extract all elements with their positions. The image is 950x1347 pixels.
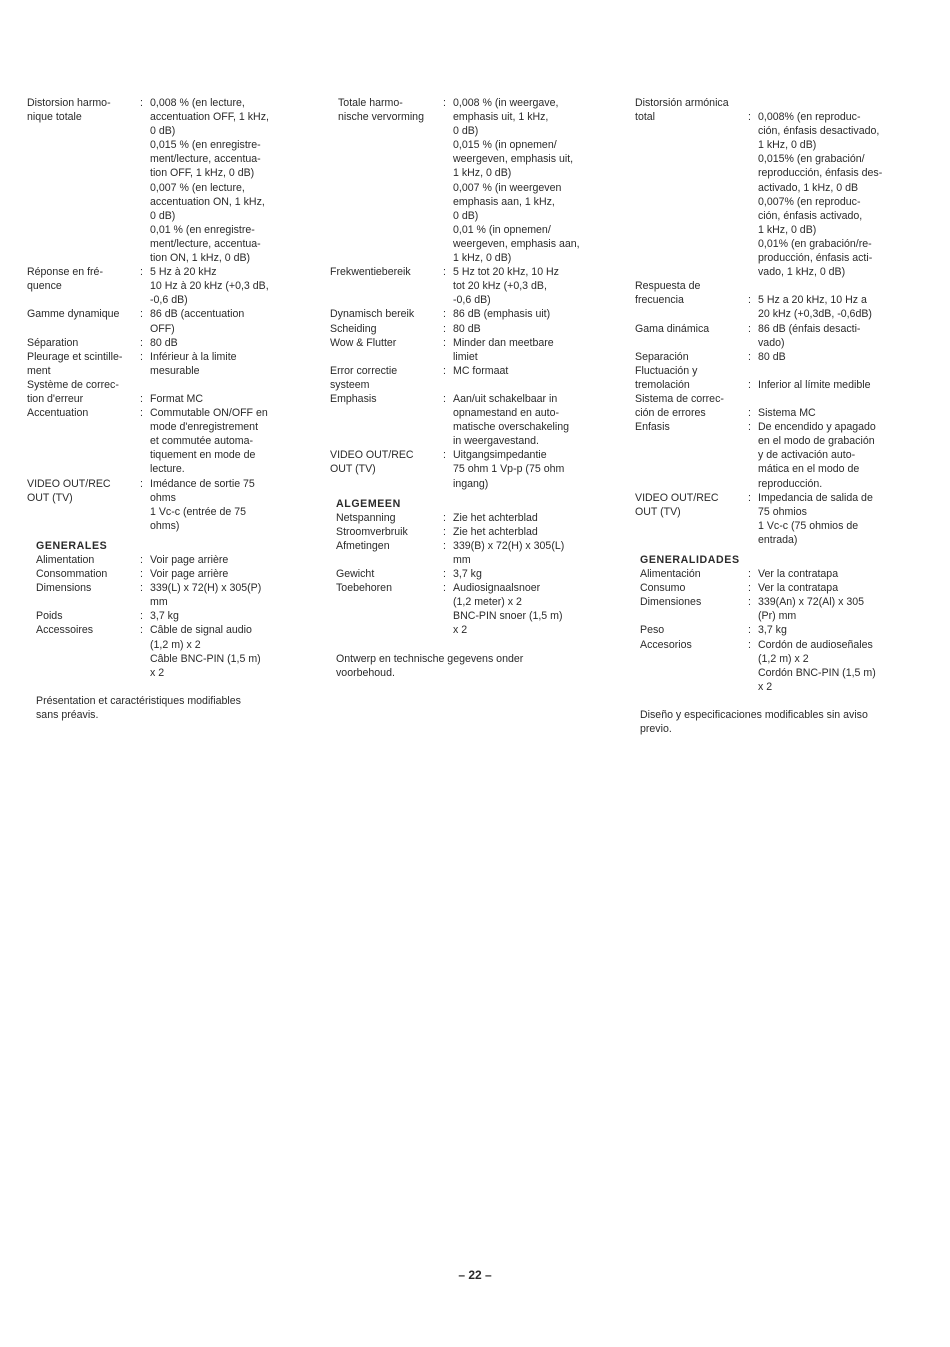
spec-value: Format MC xyxy=(150,392,203,405)
spec-row xyxy=(330,96,610,265)
spec-colon: : xyxy=(748,421,751,434)
spec-row xyxy=(635,420,915,490)
spec-value: 86 dB (emphasis uit) xyxy=(453,308,551,321)
spec-row xyxy=(330,581,610,637)
spec-row xyxy=(27,609,307,623)
spec-colon: : xyxy=(748,407,751,420)
spec-label: Gama dinámica xyxy=(635,322,710,335)
spec-list xyxy=(27,96,307,533)
spec-row xyxy=(635,279,915,321)
spec-label: Gamme dynamique xyxy=(27,308,120,321)
spec-label: Consumo xyxy=(640,582,686,595)
spec-colon: : xyxy=(748,491,751,504)
spec-colon: : xyxy=(748,111,751,124)
spec-value: Cordón de audioseñales (1,2 m) x 2 Cordón BNC-PIN (1,5 m) x 2 xyxy=(758,638,876,693)
spec-row xyxy=(330,511,610,525)
spec-colon: : xyxy=(748,378,751,391)
spec-label: Afmetingen xyxy=(336,539,390,552)
spec-label: Toebehoren xyxy=(336,582,392,595)
spec-label: Alimentation xyxy=(36,554,95,566)
spec-row xyxy=(27,623,307,679)
spec-label: VIDEO OUT/REC OUT (TV) xyxy=(330,449,414,476)
spec-row xyxy=(27,307,307,335)
spec-row xyxy=(27,336,307,350)
spec-label: Peso xyxy=(640,624,665,637)
spec-label: Accesorios xyxy=(640,638,692,651)
spec-label: Fluctuación y tremolación xyxy=(635,364,698,391)
spec-list xyxy=(330,96,610,491)
spec-colon: : xyxy=(140,554,143,566)
spec-row xyxy=(635,322,915,350)
spec-row xyxy=(27,96,307,265)
spec-value: 5 Hz a 20 kHz, 10 Hz a 20 kHz (+0,3dB, -0,6dB) xyxy=(758,294,872,321)
spec-colon: : xyxy=(443,392,446,405)
spec-colon: : xyxy=(140,392,143,405)
spec-colon: : xyxy=(140,407,143,420)
spec-label: Distorsión armónica total xyxy=(635,97,729,124)
spec-value: Inférieur à la limite mesurable xyxy=(150,350,237,377)
general-list xyxy=(635,567,915,694)
spec-label: Alimentación xyxy=(640,568,701,581)
spec-row xyxy=(635,638,915,694)
spec-label: Emphasis xyxy=(330,392,377,405)
spec-row xyxy=(635,491,915,547)
spec-colon: : xyxy=(140,350,143,363)
spec-value: 339(An) x 72(Al) x 305 (Pr) mm xyxy=(758,596,864,623)
disclaimer-note: Ontwerp en technische gegevens onder voorbehoud. xyxy=(336,652,524,679)
spec-label: Accentuation xyxy=(27,407,89,420)
spec-colon: : xyxy=(748,322,751,335)
spec-row xyxy=(330,336,610,364)
spec-colon: : xyxy=(748,568,751,581)
spec-colon: : xyxy=(140,336,143,349)
spec-value: 0,008 % (in weergave, emphasis uit, 1 kHz, 0 dB) 0,015 % (in opnemen/ weergeven, emphasis uit, 1 kHz, 0 dB) 0,007 % (in weergeven emphasis aan, 1 kHz, 0 dB) 0,01 % (in opnemen/ weergeven, emphasis aan, 1 kHz, 0 dB) xyxy=(453,97,580,265)
spanish-column xyxy=(635,96,915,736)
spec-row xyxy=(27,265,307,307)
spec-colon: : xyxy=(140,308,143,321)
spec-value: 3,7 kg xyxy=(453,568,482,581)
spec-colon: : xyxy=(140,568,143,581)
spec-row xyxy=(27,350,307,378)
spec-label: Netspanning xyxy=(336,511,396,524)
spec-label: Poids xyxy=(36,610,63,623)
spec-colon: : xyxy=(140,266,143,279)
spec-list xyxy=(635,96,915,547)
spec-row xyxy=(330,539,610,567)
spec-row xyxy=(635,364,915,392)
spec-label: Separación xyxy=(635,350,689,363)
spec-colon: : xyxy=(748,350,751,363)
spec-row xyxy=(635,623,915,637)
spec-colon: : xyxy=(748,582,751,595)
spec-row xyxy=(330,307,610,321)
spec-row xyxy=(330,364,610,392)
spec-label: Réponse en fré- quence xyxy=(27,266,103,293)
spec-value: Ver la contratapa xyxy=(758,582,839,595)
spec-colon: : xyxy=(443,266,446,279)
spec-colon: : xyxy=(443,568,446,581)
general-list xyxy=(27,553,307,680)
spec-row xyxy=(635,392,915,420)
spec-value: Sistema MC xyxy=(758,407,816,420)
spec-colon: : xyxy=(443,97,446,109)
spec-value: Commutable ON/OFF en mode d'enregistrement et commutée automa- tiquement en mode de lecture. xyxy=(150,407,268,476)
spec-value: Ver la contratapa xyxy=(758,568,839,581)
spec-value: 80 dB xyxy=(150,336,178,349)
spec-colon: : xyxy=(443,364,446,377)
spec-colon: : xyxy=(748,294,751,307)
spec-colon: : xyxy=(443,308,446,321)
spec-colon: : xyxy=(748,624,751,637)
spec-label: Wow & Flutter xyxy=(330,336,397,349)
spec-colon: : xyxy=(443,511,446,524)
spec-value: 3,7 kg xyxy=(758,624,787,637)
spec-label: Scheiding xyxy=(330,322,377,335)
french-column xyxy=(27,96,307,722)
spec-colon: : xyxy=(443,449,446,462)
spec-colon: : xyxy=(140,97,143,109)
spec-value: 0,008 % (en lecture, accentuation OFF, 1 kHz, 0 dB) 0,015 % (en enregistre- ment/lecture, accentua- tion OFF, 1 kHz, 0 dB) 0,007 % (en lecture, accentuation ON, 1 kHz, 0 dB) 0,01 % (en enregistre- ment/lecture, accentua- tion ON, 1 kHz, 0 dB) xyxy=(150,97,269,265)
spec-value: Minder dan meetbare limiet xyxy=(453,336,554,363)
spec-label: Pleurage et scintille- ment xyxy=(27,350,123,377)
spec-row xyxy=(635,96,915,279)
spec-value: Impedancia de salida de 75 ohmios 1 Vc-c (75 ohmios de entrada) xyxy=(758,491,873,546)
spec-colon: : xyxy=(748,596,751,609)
spec-row xyxy=(27,477,307,533)
spec-label: Dimensions xyxy=(36,582,92,595)
spec-colon: : xyxy=(748,638,751,651)
spec-value: Zie het achterblad xyxy=(453,511,538,524)
spec-colon: : xyxy=(443,336,446,349)
spec-row xyxy=(330,448,610,490)
spec-label: Enfasis xyxy=(635,421,670,434)
spec-value: Voir page arrière xyxy=(150,554,229,566)
spec-label: VIDEO OUT/REC OUT (TV) xyxy=(635,491,719,518)
spec-value: Zie het achterblad xyxy=(453,525,538,538)
page-number: – 22 – xyxy=(458,1268,492,1282)
disclaimer-note: Diseño y especificaciones modificables sin aviso previo. xyxy=(640,708,868,736)
spec-value: 80 dB xyxy=(758,350,786,363)
general-list xyxy=(330,511,610,638)
spec-value: De encendido y apagado en el modo de grabación y de activación auto- mática en el modo de reproducción. xyxy=(758,421,876,490)
spec-value: MC formaat xyxy=(453,364,509,377)
spec-label: Frekwentiebereik xyxy=(330,266,411,279)
spec-value: 5 Hz à 20 kHz 10 Hz à 20 kHz (+0,3 dB, -0,6 dB) xyxy=(150,266,269,307)
spec-row xyxy=(330,567,610,581)
spec-value: 0,008% (en reproduc- ción, énfasis desactivado, 1 kHz, 0 dB) 0,015% (en grabación/ reproducción, énfasis des- activado, 1 kHz, 0 dB 0,007% (en reproduc- ción, énfasis activado, 1 kHz, 0 dB) 0,01% (en grabación/re- producción, énfasis acti- vado, 1 kHz, 0 dB) xyxy=(758,111,883,279)
spec-value: 3,7 kg xyxy=(150,610,179,623)
spec-label: VIDEO OUT/REC OUT (TV) xyxy=(27,477,111,504)
spec-row xyxy=(635,350,915,364)
spec-row xyxy=(27,581,307,609)
spec-value: Aan/uit schakelbaar in opnamestand en auto- matische overschakeling in weergavestand. xyxy=(453,392,569,448)
spec-row xyxy=(635,595,915,623)
spec-colon: : xyxy=(140,477,143,490)
spec-label: Error correctie systeem xyxy=(330,364,398,391)
spec-colon: : xyxy=(140,624,143,637)
spec-label: Respuesta de frecuencia xyxy=(635,280,701,307)
spec-label: Stroomverbruik xyxy=(336,525,408,538)
spec-row xyxy=(27,378,307,406)
spec-row xyxy=(635,567,915,581)
spec-value: 86 dB (énfais desacti- vado) xyxy=(758,322,861,349)
spec-row xyxy=(330,392,610,448)
spec-label: Sistema de correc- ción de errores xyxy=(635,392,724,420)
general-heading: GENERALES xyxy=(36,539,108,552)
spec-label: Système de correc- tion d'erreur xyxy=(27,378,119,405)
general-heading: ALGEMEEN xyxy=(336,497,401,510)
spec-value: Audiosignaalsnoer (1,2 meter) x 2 BNC-PIN snoer (1,5 m) x 2 xyxy=(453,582,563,637)
spec-value: 339(B) x 72(H) x 305(L) mm xyxy=(453,539,565,566)
spec-label: Séparation xyxy=(27,336,79,349)
spec-value: Imédance de sortie 75 ohms 1 Vc-c (entrée de 75 ohms) xyxy=(150,477,255,532)
spec-label: Consommation xyxy=(36,568,108,581)
spec-row xyxy=(635,581,915,595)
spec-value: Inferior al límite medible xyxy=(758,378,871,391)
spec-value: Câble de signal audio (1,2 m) x 2 Câble BNC-PIN (1,5 m) x 2 xyxy=(150,624,261,679)
spec-colon: : xyxy=(140,582,143,595)
spec-value: 5 Hz tot 20 kHz, 10 Hz tot 20 kHz (+0,3 dB, -0,6 dB) xyxy=(453,266,559,307)
spec-label: Totale harmo- nische vervorming xyxy=(338,97,424,124)
spec-value: 80 dB xyxy=(453,322,481,335)
spec-row xyxy=(330,265,610,307)
spec-value: Voir page arrière xyxy=(150,568,229,581)
spec-colon: : xyxy=(140,610,143,623)
spec-label: Distorsion harmo- nique totale xyxy=(27,97,111,124)
spec-colon: : xyxy=(443,539,446,552)
spec-label: Dimensiones xyxy=(640,596,702,609)
spec-row xyxy=(330,525,610,539)
spec-row xyxy=(27,553,307,567)
spec-value: 86 dB (accentuation OFF) xyxy=(150,308,245,335)
dutch-column xyxy=(330,96,610,680)
spec-colon: : xyxy=(443,322,446,335)
spec-row xyxy=(27,406,307,476)
spec-label: Dynamisch bereik xyxy=(330,308,415,321)
spec-row xyxy=(27,567,307,581)
spec-value: 339(L) x 72(H) x 305(P) mm xyxy=(150,582,262,609)
spec-label: Gewicht xyxy=(336,568,375,581)
disclaimer-note: Présentation et caractéristiques modifiables sans préavis. xyxy=(36,694,241,721)
general-heading: GENERALIDADES xyxy=(640,554,740,566)
spec-colon: : xyxy=(443,525,446,538)
spec-label: Accessoires xyxy=(36,624,94,637)
spec-value: Uitgangsimpedantie 75 ohm 1 Vp-p (75 ohm ingang) xyxy=(453,449,565,490)
spec-row xyxy=(330,322,610,336)
spec-colon: : xyxy=(443,582,446,595)
